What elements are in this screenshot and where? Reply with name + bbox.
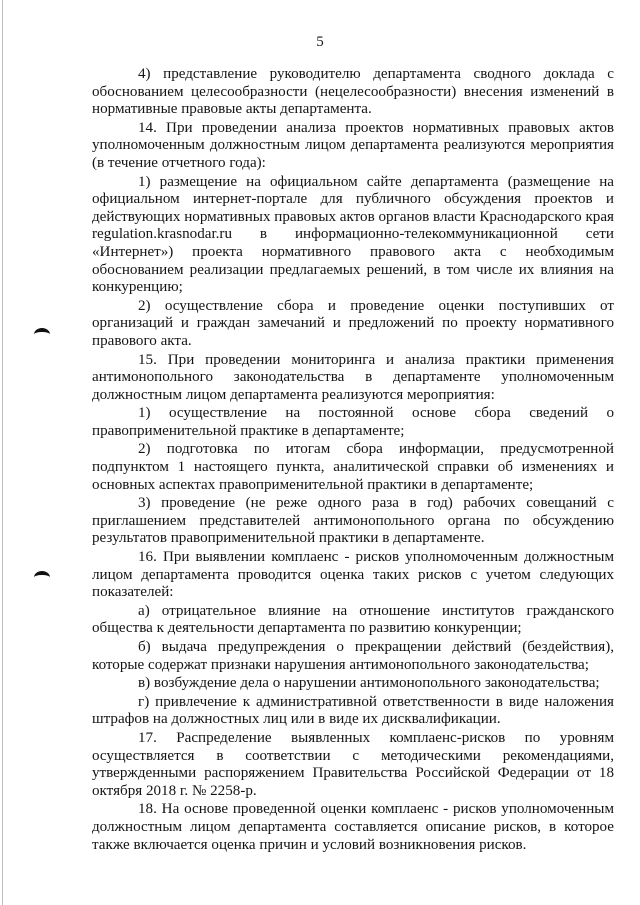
paragraph: 18. На основе проведенной оценки комплаенс - рисков уполномоченным должностным лицом департамента составляется описание рисков, в которое также включается оценка причин и условий возникновения рисков. bbox=[92, 801, 614, 853]
page-number: 5 bbox=[316, 34, 324, 50]
paragraph: 1) размещение на официальном сайте департамента (размещение на официальном интернет-портале для публичного обсуждения проектов и действующих нормативных правовых актов органов власти Краснодарского края regulation.krasnodar.ru в информационно-телекоммуникационной сети «Интернет») проекта нормативного правового акта с необходимым обоснованием реализации предлагаемых решений, в том числе их влияния на конкуренцию; bbox=[92, 173, 614, 296]
paragraph: 4) представление руководителю департамента сводного доклада с обоснованием целесообразности (нецелесообразности) внесения изменений в нормативные правовые акты департамента. bbox=[92, 66, 614, 118]
binding-hole-mark bbox=[34, 328, 50, 341]
paragraph: в) возбуждение дела о нарушении антимонопольного законодательства; bbox=[138, 675, 600, 692]
paragraph: 16. При выявлении комплаенс - рисков уполномоченным должностным лицом департамента проводится оценка таких рисков с учетом следующих показателей: bbox=[92, 549, 614, 601]
paragraph: 2) осуществление сбора и проведение оценки поступивших от организаций и граждан замечаний и предложений по проекту нормативного правового акта. bbox=[92, 297, 614, 349]
document-body bbox=[92, 66, 614, 854]
paragraph: 17. Распределение выявленных комплаенс-рисков по уровням осуществляется в соответствии с методическими рекомендациями, утвержденными распоряжением Правительства Российской Федерации от 18 октября 2018 г. № 2258-р. bbox=[92, 729, 614, 799]
paragraph: 15. При проведении мониторинга и анализа практики применения антимонопольного законодательства в департаменте уполномоченным должностным лицом департамента реализуются мероприятия: bbox=[92, 351, 614, 403]
paragraph: 14. При проведении анализа проектов нормативных правовых актов уполномоченным должностным лицом департамента реализуются мероприятия (в течение отчетного года): bbox=[92, 119, 614, 171]
paragraph: б) выдача предупреждения о прекращении действий (бездействия), которые содержат признаки нарушения антимонопольного законодательства; bbox=[92, 639, 614, 673]
paragraph: а) отрицательное влияние на отношение институтов гражданского общества к деятельности департамента по развитию конкуренции; bbox=[92, 602, 614, 637]
paragraph: 1) осуществление на постоянной основе сбора сведений о правоприменительной практике в департаменте; bbox=[92, 405, 614, 439]
paragraph: 3) проведение (не реже одного раза в год) рабочих совещаний с приглашением представителей антимонопольного органа по обсуждению результатов правоприменительной практики в департаменте. bbox=[92, 495, 614, 547]
binding-hole-mark bbox=[34, 571, 50, 584]
paragraph: г) привлечение к административной ответственности в виде наложения штрафов на должностных лиц или в виде их дисквалификации. bbox=[92, 693, 614, 728]
scan-edge-line bbox=[2, 0, 3, 905]
paragraph: 2) подготовка по итогам сбора информации, предусмотренной подпунктом 1 настоящего пункта, аналитической справки об изменениях и основных аспектах правоприменительной практики в департаменте; bbox=[92, 441, 614, 493]
